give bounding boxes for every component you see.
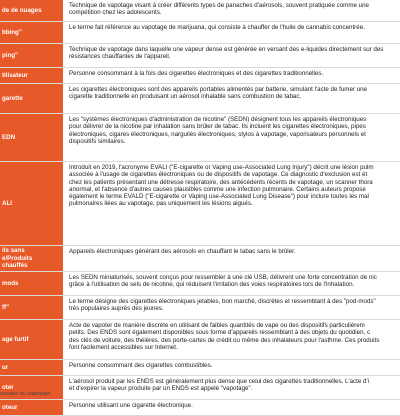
glossary-row — [0, 0, 400, 22]
glossary-term: tilisateur — [0, 68, 65, 83]
glossary-row — [0, 114, 400, 162]
glossary-definition: Personne consommant à la fois des cigarettes électroniques et des cigarettes traditionnelles. — [69, 70, 324, 77]
glossary-term: garette — [0, 84, 65, 113]
glossary-row — [0, 400, 400, 416]
glossary-row — [0, 320, 400, 360]
glossary-definition: Personne consommant des cigarettes combustibles. — [69, 362, 213, 369]
glossary-row — [0, 68, 400, 84]
glossary-row — [0, 44, 400, 68]
glossary-term: ping" — [0, 44, 65, 67]
glossary-definition: Les SEDN miniaturisés, souvent conçus pour ressembler à une clé USB, délivrent une forte concentration de nic grâce à l'utilisation de sels de nicotine, qui réduisent l'irritation des voies respiratoires lors de l'inhalation. — [69, 274, 377, 289]
glossary-term: age furtif — [0, 320, 65, 359]
glossary-row — [0, 84, 400, 114]
glossary-row — [0, 296, 400, 320]
glossary-definition: Technique de vapotage dans laquelle une vapeur dense est générée en versant des e-liquides directement sur des résistances chauffantes de l'appareil. — [69, 46, 384, 61]
glossary-term: EDN — [0, 114, 65, 161]
glossary-term: oter — [0, 376, 65, 399]
glossary-term: bbing" — [0, 22, 65, 43]
glossary-definition: Les "systèmes électroniques d'administration de nicotine" (SEDN) désignent tous les appareils électroniques pour délivrer de la nicotine par inhalation sans brûler de tabac. Ils incluent les cigarettes électroniques, pipes électroniques, cigares électroniques, narguilés électroniques, stylos à vapotage, vaporisateurs personnels et dispositifs similaires. — [69, 116, 367, 145]
glossary-term: mods — [0, 272, 65, 295]
glossary-row — [0, 376, 400, 400]
table-footnote: ossaire du vapotage. — [0, 391, 52, 397]
glossary-definition: Personne utilisant une cigarette électronique. — [69, 402, 193, 409]
glossary-definition: Acte de vapoter de manière discrète en utilisant de faibles quantités de vape ou des dispositifs particulièrem petits. Des ENDS sont également disponibles sous forme d'appareils ressemblant à des objets du quotidien, c des clés de voiture, des théières, des porte-cartes de crédit ou même des inhalateurs pour l'asthme. Ces produits font facilement accessibles sur Internet. — [69, 322, 380, 351]
glossary-row — [0, 360, 400, 376]
glossary-term: de de nuages — [0, 0, 65, 21]
glossary-row — [0, 246, 400, 272]
glossary-definition: Appareils électroniques générant des aérosols en chauffant le tabac sans le brûler. — [69, 248, 296, 255]
glossary-definition: Le terme désigne des cigarettes électroniques jetables, bon marché, discrètes et ressemblant à des "pod-mods" très populaires auprès des jeunes. — [69, 298, 376, 313]
glossary-definition: L'aérosol produit par les ENDS est généralement plus dense que celui des cigarettes traditionnelles. L'acte d'i et d'expirer la vapeur produite par un ENDS est appelé "vapotage". — [69, 378, 370, 393]
glossary-term: ils sans e/Produits chauffés — [0, 246, 65, 271]
glossary-definition: Introduit en 2019, l'acronyme EVALI ("E-cigarette or Vaping use-Associated Lung Injury") décrit une lésion pulm associée à l'usage de cigarettes électroniques ou de dispositifs de vapotage. Ce diagnostic d'exclusion est ét chez les patients présentant une détresse respiratoire, des antécédents récents de vapotage, un scanner thora anormal, et l'absence d'autres causes plausibles comme une infection pulmonaire. Certains auteurs propose également le terme EVALD ("E-cigarette or Vaping use-Associated Lung Disease") pour inclure toutes les mal pulmonaires liées au vapotage, pas uniquement les lésions aigués. — [69, 164, 374, 208]
glossary-term: ff" — [0, 296, 65, 319]
glossary-term: ur — [0, 360, 65, 375]
glossary-definition: Les cigarettes électroniques sont des appareils portables alimentés par batterie, simulant l'acte de fumer une cigarette traditionnelle en produisant un aérosol inhalable sans combustion de tabac. — [69, 86, 368, 101]
glossary-row — [0, 22, 400, 44]
glossary-term: ALI — [0, 162, 65, 245]
glossary-term: oteur — [0, 400, 65, 415]
glossary-row — [0, 272, 400, 296]
glossary-definition: Technique de vapotage visant à créer différents types de panaches d'aérosols, souvent pratiquée comme une compétition chez les adolescents. — [69, 2, 369, 17]
glossary-row — [0, 162, 400, 246]
glossary-definition: Le terme fait référence au vapotage de marijuana, qui consiste à chauffer de l'huile de cannabis concentrée. — [69, 24, 365, 31]
